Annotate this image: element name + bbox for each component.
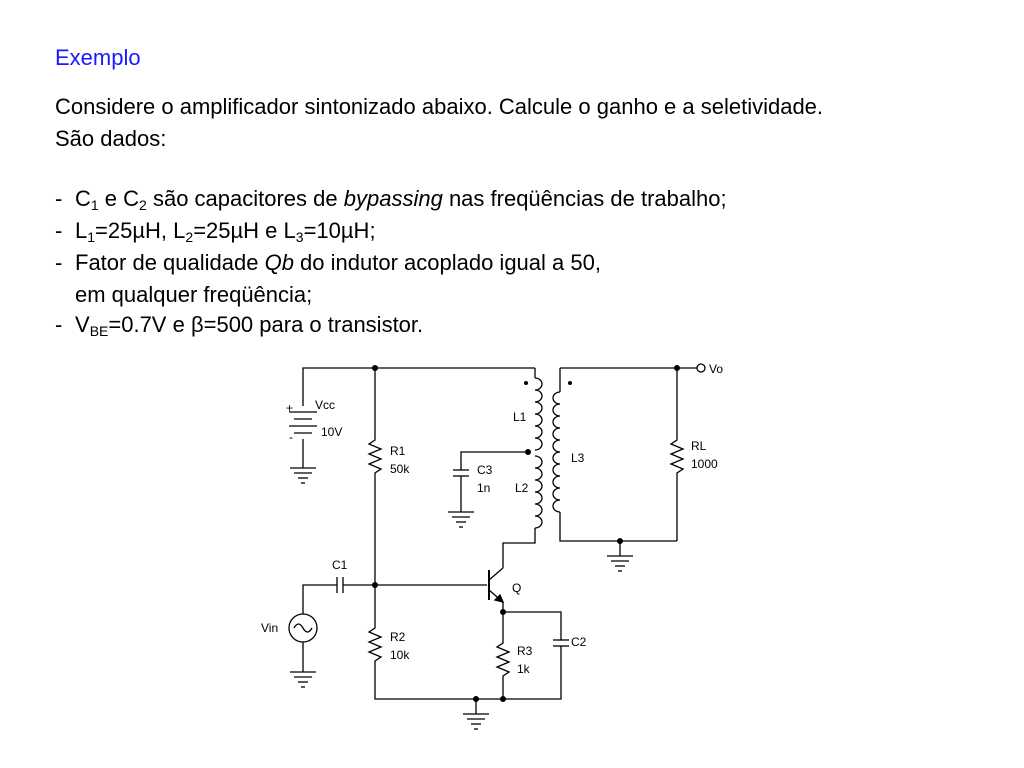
text: são capacitores de — [146, 186, 344, 211]
text: V — [75, 312, 90, 337]
r3-label: R3 — [517, 644, 533, 658]
italic-text: bypassing — [343, 186, 443, 211]
text: =0.7V e — [108, 312, 191, 337]
ground-symbol — [290, 468, 316, 483]
text: =25µH, L — [95, 218, 186, 243]
r1-label: R1 — [390, 444, 406, 458]
ground-symbol — [448, 512, 474, 527]
l3-label: L3 — [571, 451, 585, 465]
subscript: 1 — [90, 197, 99, 213]
subscript: 2 — [139, 197, 147, 213]
r2-label: R2 — [390, 630, 406, 644]
ground-symbol — [607, 556, 633, 571]
bullet-dash: - — [55, 250, 63, 275]
subscript: 3 — [295, 229, 304, 245]
vcc-battery — [286, 368, 375, 483]
transistor-q — [489, 568, 521, 602]
ground-symbol — [463, 714, 489, 729]
c2-label: C2 — [571, 635, 587, 649]
text: e C — [98, 186, 140, 211]
subscript: 1 — [87, 229, 96, 245]
subscript: 2 — [185, 229, 194, 245]
r2-value: 10k — [390, 648, 410, 662]
vcc-plus: + — [286, 401, 294, 415]
vcc-minus: - — [289, 430, 293, 444]
beta-symbol: β — [190, 312, 204, 337]
output-vo — [677, 362, 723, 376]
source-vin — [261, 614, 317, 687]
l2-label: L2 — [515, 481, 529, 495]
intro-line-2: São dados: — [55, 126, 167, 151]
q-label: Q — [512, 581, 522, 595]
bullet-dash: - — [55, 186, 63, 211]
c3-value: 1n — [477, 481, 491, 495]
l1-label: L1 — [513, 410, 527, 424]
bullet-quality-factor-cont: em qualquer freqüência; — [75, 282, 313, 307]
r3-value: 1k — [517, 662, 530, 676]
bullet-dash: - — [55, 312, 63, 337]
vin-label: Vin — [261, 621, 279, 635]
rl-label: RL — [691, 439, 707, 453]
heading: Exemplo — [55, 45, 141, 70]
text: Fator de qualidade — [75, 250, 265, 275]
resistor-r2 — [369, 585, 503, 699]
text: C — [75, 186, 91, 211]
r1-value: 50k — [390, 462, 410, 476]
text: =500 para o transistor. — [203, 312, 424, 337]
capacitor-c1 — [303, 558, 487, 614]
resistor-rl — [671, 368, 718, 541]
vcc-label: Vcc — [315, 398, 336, 412]
intro-line-1: Considere o amplificador sintonizado abaixo. Calcule o ganho e a seletividade. — [55, 94, 824, 119]
vcc-value: 10V — [321, 425, 343, 439]
italic-text: Qb — [264, 250, 294, 275]
polarity-dot — [524, 381, 528, 385]
c1-label: C1 — [332, 558, 348, 572]
c3-label: C3 — [477, 463, 493, 477]
polarity-dot — [568, 381, 572, 385]
text: do indutor acoplado igual a 50, — [293, 250, 601, 275]
text: L — [75, 218, 88, 243]
vo-label: Vo — [709, 362, 724, 376]
ground-symbol — [290, 672, 316, 687]
rl-value: 1000 — [691, 457, 718, 471]
inductor-l3 — [553, 368, 677, 571]
inductor-l1-l2 — [503, 368, 542, 568]
text: =10µH; — [303, 218, 376, 243]
text: =25µH e L — [193, 218, 296, 243]
resistor-r1 — [369, 368, 410, 585]
emitter-network — [463, 602, 587, 729]
bullet-dash: - — [55, 218, 63, 243]
text: nas freqüências de trabalho; — [442, 186, 727, 211]
subscript: BE — [89, 323, 109, 339]
